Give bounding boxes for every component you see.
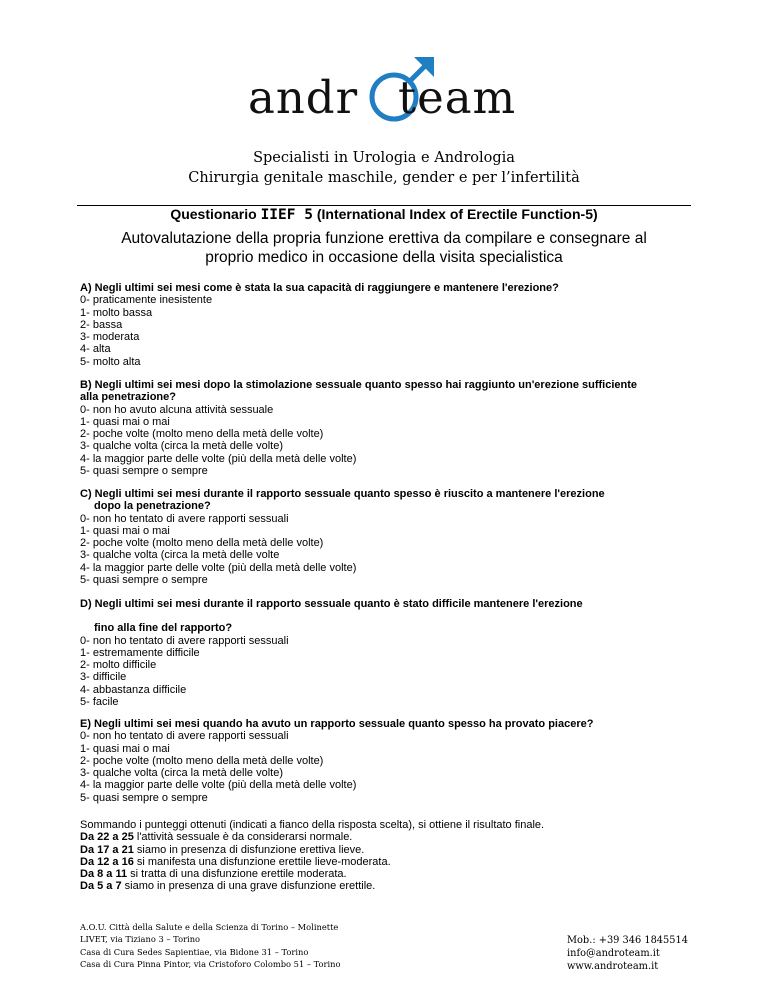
footer-location: Casa di Cura Pinna Pintor, via Cristoforo Colombo 51 – Torino (80, 958, 341, 969)
result-line (80, 844, 690, 856)
question-text: A) Negli ultimi sei mesi come è stata la sua capacità di raggiungere e mantenere l'erezione? (80, 282, 559, 294)
question-a (80, 282, 690, 368)
question-text: E) Negli ultimi sei mesi quando ha avuto un rapporto sessuale quanto spesso ha provato piacere? (80, 718, 594, 730)
result-text: siamo in presenza di una grave disfunzione erettile. (121, 880, 376, 893)
question-text-cont: alla penetrazione? (80, 391, 176, 404)
result-text: siamo in presenza di disfunzione erettiva lieve. (133, 843, 365, 856)
question-e (80, 718, 690, 804)
header-specialties: Specialisti in Urologia e Andrologia (253, 150, 515, 166)
answer-option: 5- quasi sempre o sempre (80, 791, 208, 804)
answer-option: 4- la maggior parte delle volte (più della metà delle volte) (80, 779, 357, 792)
result-range: Da 22 a 25 (80, 831, 134, 844)
result-line (80, 831, 690, 843)
answer-option: 2- poche volte (molto meno della metà delle volte) (80, 537, 324, 550)
answer-option: 5- molto alta (80, 355, 141, 368)
result-line (80, 880, 690, 892)
answer-option: 0- non ho tentato di avere rapporti sessuali (80, 634, 289, 647)
answer-option: 5- facile (80, 696, 119, 709)
result-range: Da 8 a 11 (80, 868, 128, 881)
result-text: si tratta di una disfunzione erettile moderata. (127, 868, 347, 881)
answer-option: 1- quasi mai o mai (80, 742, 170, 755)
answer-option: 2- molto difficile (80, 659, 157, 672)
answer-option: 5- quasi sempre o sempre (80, 465, 208, 478)
results-intro: Sommando i punteggi ottenuti (indicati a fianco della risposta scelta), si ottiene il risultato finale. (80, 819, 545, 831)
question-b (80, 379, 690, 477)
logo-text-left: andr (248, 71, 359, 124)
footer-location: Casa di Cura Sedes Sapientiae, via Bidone 31 – Torino (80, 946, 309, 957)
footer-email: info@androteam.it (567, 948, 660, 959)
title-part-3: (International Index of Erectile Function-5) (312, 206, 598, 222)
answer-option: 2- bassa (80, 318, 123, 331)
answer-option: 0- non ho avuto alcuna attività sessuale (80, 403, 274, 416)
result-range: Da 17 a 21 (80, 843, 134, 856)
question-text-cont-inner: dopo la penetrazione? (94, 500, 211, 513)
results-section (80, 819, 690, 893)
questionnaire-title (0, 206, 768, 223)
question-text: B) Negli ultimi sei mesi dopo la stimolazione sessuale quanto spesso hai raggiunto un'erezione sufficiente (80, 379, 638, 391)
answer-option: 1- molto bassa (80, 306, 153, 319)
result-line (80, 868, 690, 880)
title-part-2: IIEF 5 (260, 207, 313, 223)
logo-text-right: team (398, 71, 517, 124)
answer-option: 4- la maggior parte delle volte (più della metà delle volte) (80, 561, 357, 574)
androteam-logo (248, 55, 523, 130)
answer-option: 0- praticamente inesistente (80, 294, 213, 307)
questionnaire-intro: Autovalutazione della propria funzione erettiva da compilare e consegnare al proprio medico in occasione della visita specialistica (121, 230, 647, 266)
footer-website: www.androteam.it (567, 961, 659, 972)
question-text-cont (80, 500, 690, 512)
answer-option: 2- poche volte (molto meno della metà delle volte) (80, 754, 324, 767)
question-text: C) Negli ultimi sei mesi durante il rapporto sessuale quanto spesso è riuscito a mantenere l'erezione (80, 488, 605, 500)
question-d (80, 598, 690, 708)
answer-option: 1- quasi mai o mai (80, 524, 170, 537)
footer-phone: Mob.: +39 346 1845514 (567, 935, 688, 946)
result-text: si manifesta una disfunzione erettile lieve-moderata. (133, 855, 391, 868)
answer-option: 3- qualche volta (circa la metà delle volte (80, 549, 280, 562)
result-range: Da 5 a 7 (80, 880, 122, 893)
answer-option: 4- abbastanza difficile (80, 683, 187, 696)
result-line (80, 856, 690, 868)
answer-option: 2- poche volte (molto meno della metà delle volte) (80, 428, 324, 441)
footer-contacts (567, 934, 688, 973)
footer-location: LIVET, via Tiziano 3 – Torino (80, 934, 201, 945)
title-part-1: Questionario (170, 206, 261, 222)
footer-locations (80, 921, 341, 970)
footer-location: A.O.U. Città della Salute e della Scienza di Torino – Molinette (80, 922, 339, 932)
answer-option: 3- qualche volta (circa la metà delle volte) (80, 440, 283, 453)
question-text-cont-inner: fino alla fine del rapporto? (94, 622, 233, 635)
result-range: Da 12 a 16 (80, 855, 134, 868)
answer-option: 3- moderata (80, 331, 140, 344)
answer-option: 0- non ho tentato di avere rapporti sessuali (80, 512, 289, 525)
header-surgery: Chirurgia genitale maschile, gender e per l’infertilità (188, 170, 580, 186)
answer-option: 3- difficile (80, 671, 127, 684)
question-text-cont (80, 622, 690, 634)
answer-option: 0- non ho tentato di avere rapporti sessuali (80, 730, 289, 743)
question-c (80, 488, 690, 586)
question-text: D) Negli ultimi sei mesi durante il rapporto sessuale quanto è stato difficile mantenere l'erezione (80, 598, 583, 610)
answer-option: 1- estremamente difficile (80, 646, 200, 659)
answer-option: 4- alta (80, 343, 111, 356)
answer-option: 1- quasi mai o mai (80, 415, 170, 428)
answer-option: 3- qualche volta (circa la metà delle volte) (80, 767, 283, 780)
result-text: l'attività sessuale è da considerarsi normale. (133, 831, 353, 844)
answer-option: 5- quasi sempre o sempre (80, 574, 208, 587)
answer-option: 4- la maggior parte delle volte (più della metà delle volte) (80, 452, 357, 465)
